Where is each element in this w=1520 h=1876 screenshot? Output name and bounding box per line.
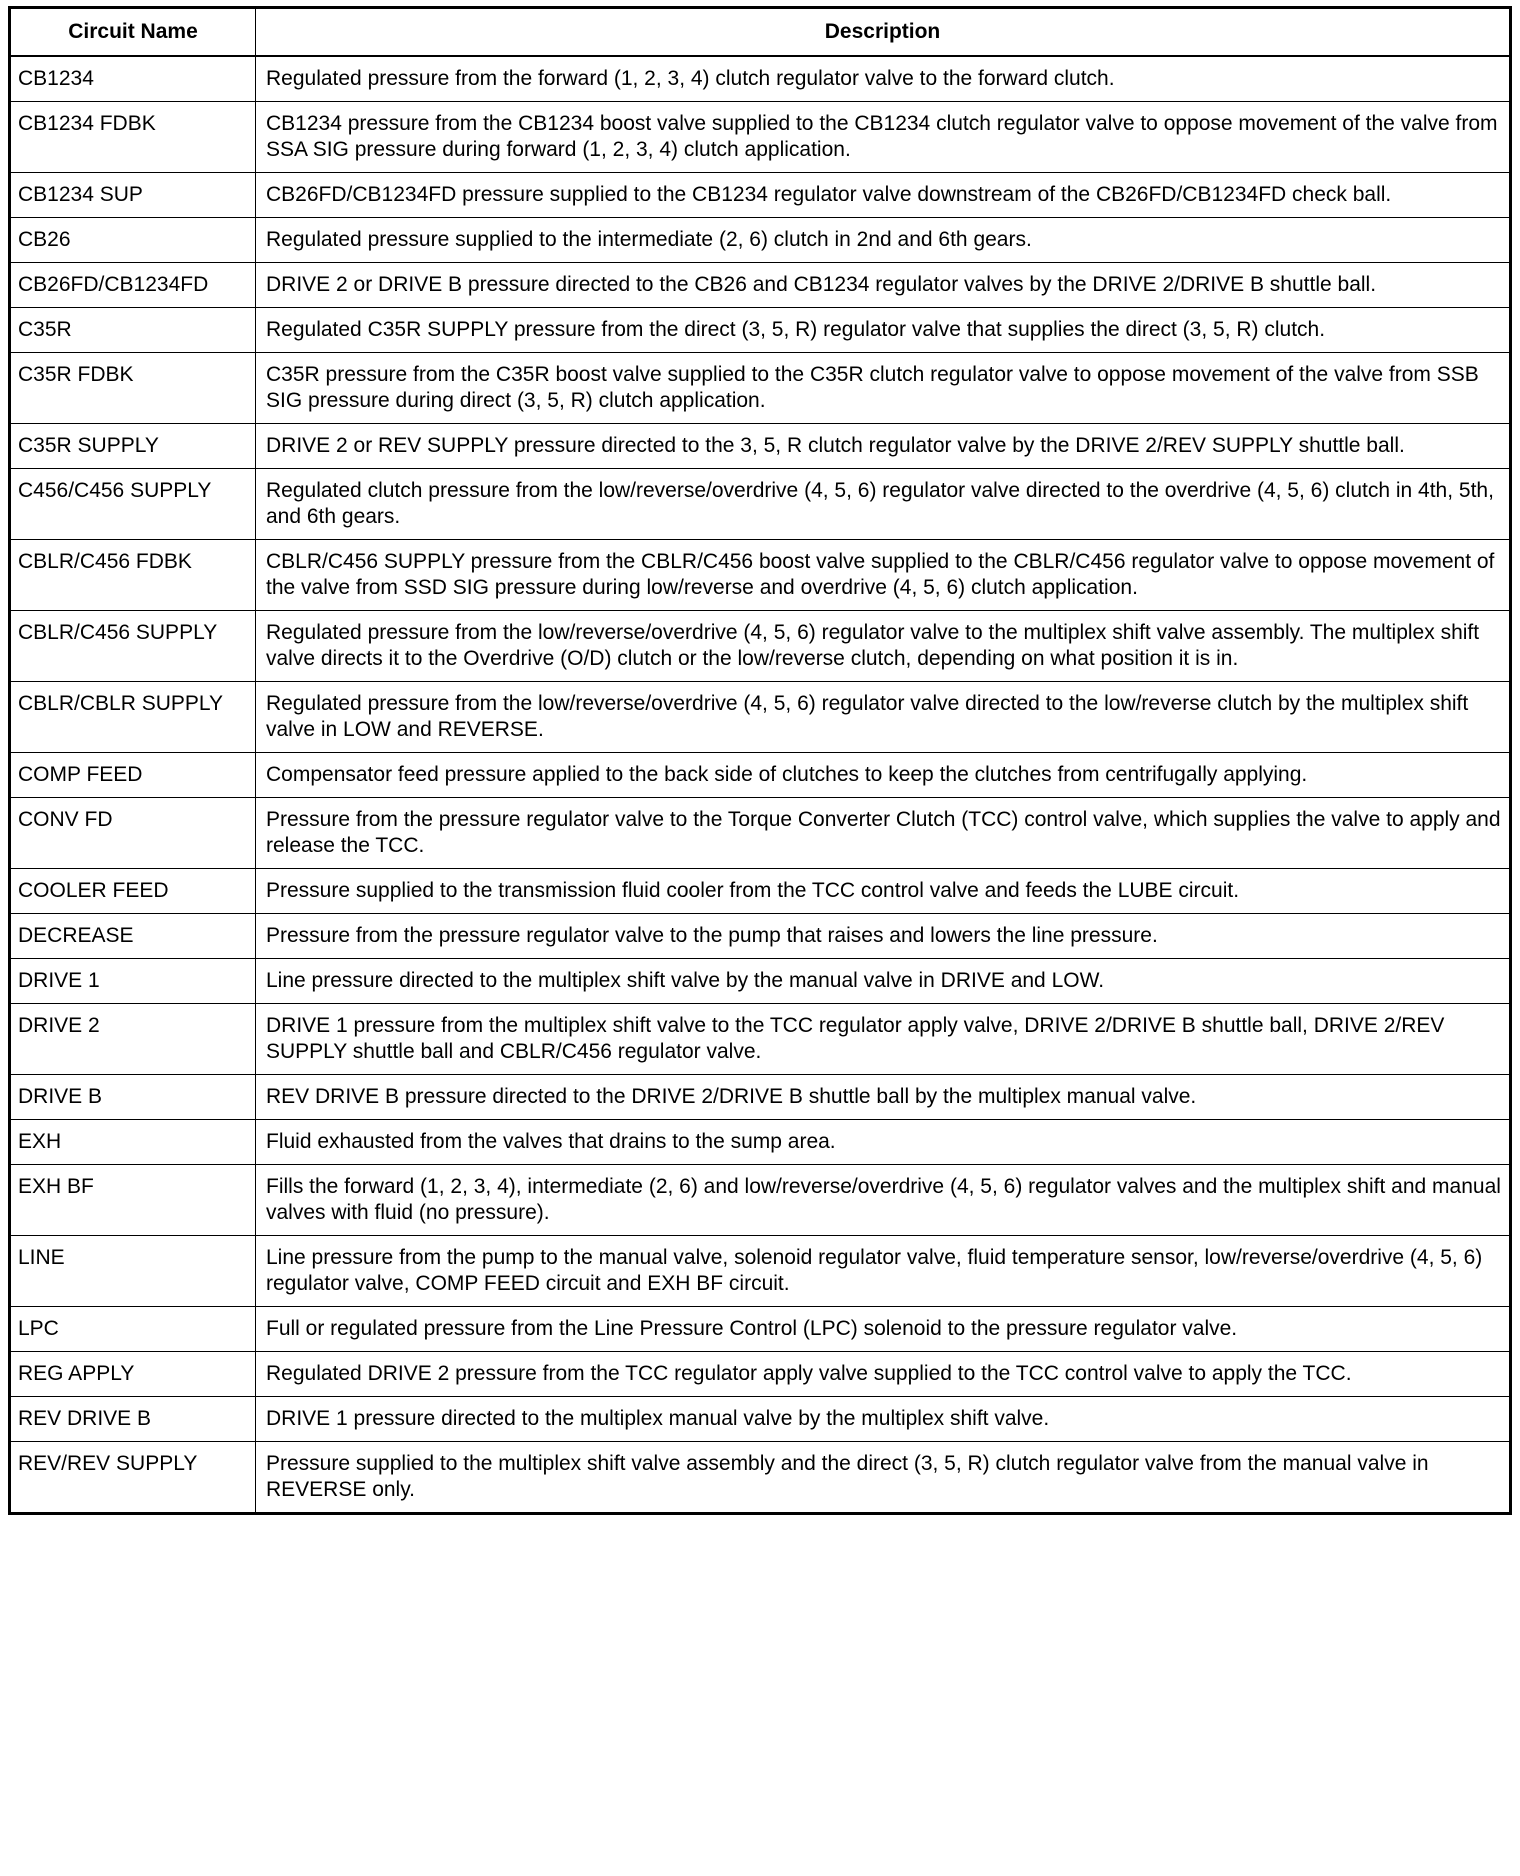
circuit-description-cell: Pressure from the pressure regulator valve to the Torque Converter Clutch (TCC) control valve, which supplies the valve to apply and release the TCC. (256, 798, 1511, 869)
circuit-name-cell: DRIVE 2 (10, 1004, 256, 1075)
circuit-name-cell: REG APPLY (10, 1352, 256, 1397)
circuit-description-cell: Compensator feed pressure applied to the back side of clutches to keep the clutches from centrifugally applying. (256, 753, 1511, 798)
circuit-description-cell: Regulated pressure from the forward (1, 2, 3, 4) clutch regulator valve to the forward clutch. (256, 56, 1511, 102)
circuit-description-cell: Fills the forward (1, 2, 3, 4), intermediate (2, 6) and low/reverse/overdrive (4, 5, 6) regulator valves and the multiplex shift and manual valves with fluid (no pressure). (256, 1165, 1511, 1236)
circuit-description-cell: DRIVE 2 or REV SUPPLY pressure directed to the 3, 5, R clutch regulator valve by the DRIVE 2/REV SUPPLY shuttle ball. (256, 424, 1511, 469)
circuit-description-cell: DRIVE 2 or DRIVE B pressure directed to the CB26 and CB1234 regulator valves by the DRIVE 2/DRIVE B shuttle ball. (256, 263, 1511, 308)
circuit-description-cell: Line pressure from the pump to the manual valve, solenoid regulator valve, fluid temperature sensor, low/reverse/overdrive (4, 5, 6) regulator valve, COMP FEED circuit and EXH BF circuit. (256, 1236, 1511, 1307)
circuit-name-cell: DECREASE (10, 914, 256, 959)
table-row (10, 798, 1511, 869)
table-row (10, 869, 1511, 914)
circuit-name-cell: EXH (10, 1120, 256, 1165)
circuit-description-cell: C35R pressure from the C35R boost valve supplied to the C35R clutch regulator valve to oppose movement of the valve from SSB SIG pressure during direct (3, 5, R) clutch application. (256, 353, 1511, 424)
table-row (10, 424, 1511, 469)
circuit-description-cell: Regulated pressure from the low/reverse/overdrive (4, 5, 6) regulator valve to the multiplex shift valve assembly. The multiplex shift valve directs it to the Overdrive (O/D) clutch or the low/reverse clutch, depending on what position it is in. (256, 611, 1511, 682)
circuit-name-cell: CONV FD (10, 798, 256, 869)
table-row (10, 173, 1511, 218)
circuit-description-cell: Full or regulated pressure from the Line Pressure Control (LPC) solenoid to the pressure regulator valve. (256, 1307, 1511, 1352)
table-row (10, 1120, 1511, 1165)
circuit-name-cell: CBLR/C456 FDBK (10, 540, 256, 611)
circuit-name-cell: CB26FD/CB1234FD (10, 263, 256, 308)
table-row (10, 914, 1511, 959)
circuit-description-cell: REV DRIVE B pressure directed to the DRIVE 2/DRIVE B shuttle ball by the multiplex manual valve. (256, 1075, 1511, 1120)
table-row (10, 353, 1511, 424)
circuit-description-cell: CB26FD/CB1234FD pressure supplied to the CB1234 regulator valve downstream of the CB26FD/CB1234FD check ball. (256, 173, 1511, 218)
circuit-description-cell: Regulated pressure supplied to the intermediate (2, 6) clutch in 2nd and 6th gears. (256, 218, 1511, 263)
circuit-name-cell: COMP FEED (10, 753, 256, 798)
table-row (10, 1352, 1511, 1397)
table-row (10, 1307, 1511, 1352)
table-row (10, 102, 1511, 173)
circuit-name-cell: EXH BF (10, 1165, 256, 1236)
header-description: Description (256, 8, 1511, 57)
circuit-name-cell: REV/REV SUPPLY (10, 1442, 256, 1514)
table-header-row (10, 8, 1511, 57)
circuit-name-cell: CBLR/C456 SUPPLY (10, 611, 256, 682)
table-row (10, 959, 1511, 1004)
circuit-name-cell: COOLER FEED (10, 869, 256, 914)
table-body (10, 56, 1511, 1514)
circuit-name-cell: C35R (10, 308, 256, 353)
circuit-name-cell: CB1234 FDBK (10, 102, 256, 173)
circuit-description-cell: DRIVE 1 pressure directed to the multiplex manual valve by the multiplex shift valve. (256, 1397, 1511, 1442)
table-row (10, 1075, 1511, 1120)
circuit-name-cell: LPC (10, 1307, 256, 1352)
circuit-description-cell: Pressure supplied to the multiplex shift valve assembly and the direct (3, 5, R) clutch regulator valve from the manual valve in REVERSE only. (256, 1442, 1511, 1514)
circuit-description-cell: Line pressure directed to the multiplex shift valve by the manual valve in DRIVE and LOW. (256, 959, 1511, 1004)
circuit-name-cell: C35R SUPPLY (10, 424, 256, 469)
table-row (10, 1236, 1511, 1307)
circuit-description-cell: Pressure from the pressure regulator valve to the pump that raises and lowers the line pressure. (256, 914, 1511, 959)
circuit-name-cell: LINE (10, 1236, 256, 1307)
circuit-name-cell: CB1234 (10, 56, 256, 102)
circuit-description-cell: CBLR/C456 SUPPLY pressure from the CBLR/C456 boost valve supplied to the CBLR/C456 regulator valve to oppose movement of the valve from SSD SIG pressure during low/reverse and overdrive (4, 5, 6) clutch application. (256, 540, 1511, 611)
circuit-description-cell: Regulated DRIVE 2 pressure from the TCC regulator apply valve supplied to the TCC control valve to apply the TCC. (256, 1352, 1511, 1397)
table-row (10, 263, 1511, 308)
circuit-name-cell: C35R FDBK (10, 353, 256, 424)
circuit-table-container (8, 6, 1512, 1515)
circuit-name-cell: REV DRIVE B (10, 1397, 256, 1442)
table-row (10, 1397, 1511, 1442)
circuit-description-cell: Regulated pressure from the low/reverse/overdrive (4, 5, 6) regulator valve directed to the low/reverse clutch by the multiplex shift valve in LOW and REVERSE. (256, 682, 1511, 753)
table-row (10, 218, 1511, 263)
table-row (10, 540, 1511, 611)
header-circuit-name: Circuit Name (10, 8, 256, 57)
circuit-description-cell: DRIVE 1 pressure from the multiplex shift valve to the TCC regulator apply valve, DRIVE 2/DRIVE B shuttle ball, DRIVE 2/REV SUPPLY shuttle ball and CBLR/C456 regulator valve. (256, 1004, 1511, 1075)
circuit-description-table (8, 6, 1512, 1515)
table-row (10, 56, 1511, 102)
circuit-name-cell: C456/C456 SUPPLY (10, 469, 256, 540)
circuit-name-cell: CBLR/CBLR SUPPLY (10, 682, 256, 753)
table-row (10, 753, 1511, 798)
table-row (10, 611, 1511, 682)
circuit-name-cell: DRIVE 1 (10, 959, 256, 1004)
circuit-name-cell: DRIVE B (10, 1075, 256, 1120)
circuit-description-cell: Pressure supplied to the transmission fluid cooler from the TCC control valve and feeds the LUBE circuit. (256, 869, 1511, 914)
circuit-description-cell: Regulated C35R SUPPLY pressure from the direct (3, 5, R) regulator valve that supplies the direct (3, 5, R) clutch. (256, 308, 1511, 353)
table-row (10, 308, 1511, 353)
table-row (10, 1442, 1511, 1514)
circuit-description-cell: Regulated clutch pressure from the low/reverse/overdrive (4, 5, 6) regulator valve directed to the overdrive (4, 5, 6) clutch in 4th, 5th, and 6th gears. (256, 469, 1511, 540)
circuit-name-cell: CB26 (10, 218, 256, 263)
table-row (10, 1004, 1511, 1075)
table-row (10, 469, 1511, 540)
circuit-name-cell: CB1234 SUP (10, 173, 256, 218)
table-row (10, 1165, 1511, 1236)
circuit-description-cell: Fluid exhausted from the valves that drains to the sump area. (256, 1120, 1511, 1165)
table-row (10, 682, 1511, 753)
circuit-description-cell: CB1234 pressure from the CB1234 boost valve supplied to the CB1234 clutch regulator valve to oppose movement of the valve from SSA SIG pressure during forward (1, 2, 3, 4) clutch application. (256, 102, 1511, 173)
